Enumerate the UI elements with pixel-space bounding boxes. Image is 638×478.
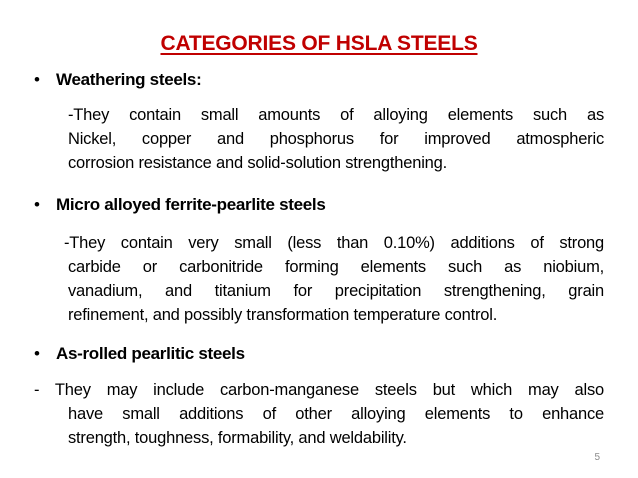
section-body-microalloyed xyxy=(64,231,604,327)
body-line: vanadium, and titanium for precipitation strengthening, grain xyxy=(68,282,604,300)
section-body-asrolled xyxy=(34,378,604,450)
bullet-icon: • xyxy=(34,195,40,214)
bullet-icon: • xyxy=(34,70,40,89)
body-line: corrosion resistance and solid-solution strengthening. xyxy=(68,154,448,172)
slide-title: CATEGORIES OF HSLA STEELS xyxy=(160,32,478,55)
body-line: -They contain very small (less than 0.10%) additions of strong xyxy=(64,234,604,252)
body-line: carbide or carbonitride forming elements such as niobium, xyxy=(68,258,604,276)
body-line: have small additions of other alloying elements to enhance xyxy=(68,405,604,423)
body-line: refinement, and possibly transformation temperature control. xyxy=(68,306,498,324)
section-heading-label: Weathering steels: xyxy=(56,70,202,89)
page-number: 5 xyxy=(594,452,600,463)
section-heading-asrolled xyxy=(34,343,245,365)
body-line: strength, toughness, formability, and weldability. xyxy=(68,429,407,447)
body-line: Nickel, copper and phosphorus for improved atmospheric xyxy=(68,130,604,148)
section-heading-label: Micro alloyed ferrite-pearlite steels xyxy=(56,195,326,214)
section-heading-weathering xyxy=(34,69,201,91)
bullet-icon: • xyxy=(34,344,40,363)
body-line: - They may include carbon-manganese steels but which may also xyxy=(34,381,604,399)
section-heading-label: As-rolled pearlitic steels xyxy=(56,344,245,363)
body-line: -They contain small amounts of alloying elements such as xyxy=(68,106,604,124)
section-body-weathering xyxy=(68,103,604,175)
section-heading-microalloyed xyxy=(34,194,326,216)
